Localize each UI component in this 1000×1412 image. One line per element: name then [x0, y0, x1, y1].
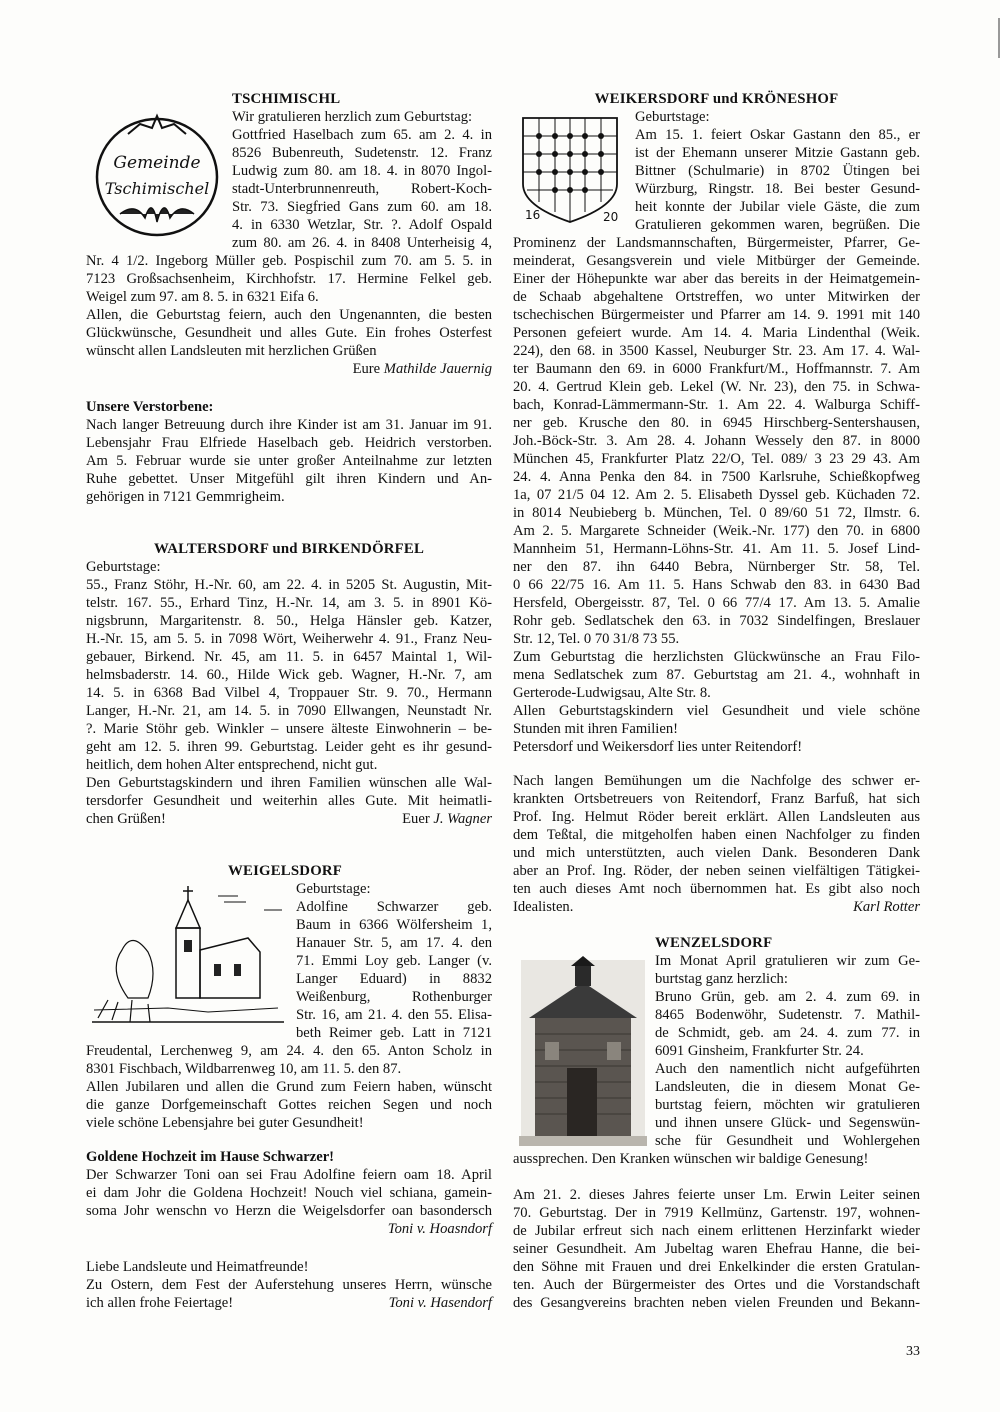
text-line: Lebensjahr Frau Elfriede Haselbach geb. Heidrich verstorben.: [86, 435, 492, 451]
text-line: 55., Franz Stöhr, H.-Nr. 60, am 22. 4. in 5205 St. Augustin, Mit-: [86, 577, 492, 593]
text-line: München 45, Frankfurter Platz 22/O, Tel. 089/ 3 23 29 43. Am: [513, 451, 920, 467]
text-line: Langer, H.-Nr. 21, am 14. 5. in 7090 Ellwangen, Neunstadt Nr.: [86, 703, 492, 719]
text-line: 8301 Fischbach, Wildbarrenweg 10, am 11. 5. den 87.: [86, 1061, 402, 1077]
text-line: Joh.-Böck-Str. 3. Am 28. 4. Johann Wessely den 87. in 8000: [513, 433, 920, 449]
text-line: geht am 12. 5. ihren 99. Geburtstag. Leider geht es ihr gesund-: [86, 739, 492, 755]
text-line: Zum Geburtstag die herzlichsten Glückwünsche an Frau Filo-: [513, 649, 920, 665]
text-line: Gerterode-Ludwigsau, Alte Str. 8.: [513, 685, 711, 701]
text-line: 4. in 6330 Wetzlar, Str. ?. Adolf Ospald: [232, 217, 492, 233]
text-line: Am 5. Februar wurde sie unter großer Anteilnahme zur letzten: [86, 453, 492, 469]
text-line: bach, Konrad-Lämmermann-Str. 1. Am 22. 4. Walburga Schiff-: [513, 397, 920, 413]
text-line: stadt-Unterbrunnenreuth, Robert-Koch-: [232, 181, 492, 197]
text-line: H.-Nr. 15, am 5. 5. in 7098 Wört, Weiherwehr 4. 91., Franz Neu-: [86, 631, 492, 647]
text-line: telstr. 167. 55., Erhard Tinz, H.-Nr. 14, am 3. 5. in 8901 Kö-: [86, 595, 492, 611]
text-line: Geburtstage:: [296, 881, 371, 897]
svg-text:Gemeinde: Gemeinde: [113, 153, 201, 173]
text-line: aussprechen. Den Kranken wünschen wir baldige Genesung!: [513, 1151, 869, 1167]
text-line: Am 15. 1. feiert Oskar Gastann den 85., er: [635, 127, 920, 143]
text-line: ten auch dieses Amt noch übernommen hat. Es gibt also noch: [513, 881, 920, 897]
text-line: 224), den 68. in 3500 Kassel, Neuburger Str. 23. Am 17. 4. Wal-: [513, 343, 920, 359]
hochzeit-heading: Goldene Hochzeit im Hause Schwarzer!: [86, 1149, 335, 1165]
text-line: des Gesangvereins brachten neben vielen Freunden und Bekann-: [513, 1295, 920, 1311]
text-line: Würzburg, Ringstr. 18. Bei bester Gesund-: [635, 181, 920, 197]
text-line: 1a, 07 21/5 04 12. Am 2. 5. Elisabeth Dyssel geb. Küchaden 72.: [513, 487, 920, 503]
text-line: und ihnen unsere Glück- und Segenswün-: [655, 1115, 920, 1131]
text-line: de Schmidt, geb. am 24. 4. zum 77. in: [655, 1025, 920, 1041]
text-line: sche für Gesundheit und Wohlergehen: [655, 1133, 920, 1149]
text-line: ?. Marie Stöhr geb. Winkler – unsere älteste Einwohnerin – be-: [86, 721, 492, 737]
text-line: Ludwig zum 80. am 18. 4. in 8070 Ingol-: [232, 163, 492, 179]
text-line: Nach langer Betreuung durch ihre Kinder ist am 31. Januar im 91.: [86, 417, 492, 433]
text-line: Liebe Landsleute und Heimatfreunde!: [86, 1259, 309, 1275]
text-line: zum 80. am 26. 4. in 8408 Unterheisig 4,: [232, 235, 492, 251]
text-line: seiner Gesundheit. Am Jubeltag waren Ehefrau Hanne, die bei-: [513, 1241, 920, 1257]
tschimischl-signature: Eure Mathilde Jauernig: [352, 361, 492, 377]
text-line: Landsleuten, die in diesem Monat Ge-: [655, 1079, 920, 1095]
text-line: Mannheim 51, Hermann-Löhns-Str. 41. Am 11. 5. Josef Lind-: [513, 541, 920, 557]
text-line: Einer der Höhepunkte war aber das bereits in der Heimatgemein-: [513, 271, 920, 287]
text-line: Str. 16, am 21. 4. den 55. Elisa-: [296, 1007, 492, 1023]
waltersdorf-closing: chen Grüßen! Euer J. Wagner: [86, 811, 492, 827]
weigelsdorf-heading: WEIGELSDORF: [228, 863, 343, 879]
text-line: gebauer, Birkend. Nr. 45, am 11. 5. in 6457 Maintal 1, Wil-: [86, 649, 492, 665]
text-line: burtstag feiern, möchten wir gratulieren: [655, 1097, 920, 1113]
tschimischl-heading: TSCHIMISCHL: [232, 91, 341, 107]
chapel-photo-icon: [519, 958, 647, 1148]
text-line: tschechischen Bürgermeister und Pfarrer am 14. 9. 1991 mit 140: [513, 307, 920, 323]
text-line: wünscht allen Landsleuten mit herzlichen Grüßen: [86, 343, 377, 359]
text-line: 71. Emmi Loy geb. Langer (v.: [296, 953, 492, 969]
text-line: nigsbrunn, Margaritenstr. 8. 50., Helga Hänsler geb. Katzer,: [86, 613, 492, 629]
text-line: Den Geburtstagskindern und ihren Familien wünschen alle Wal-: [86, 775, 492, 791]
text-line: Der Schwarzer Toni oan sei Frau Adolfine feiern oam 18. April: [86, 1167, 492, 1183]
text-line: Nach langen Bemühungen um die Nachfolge des schwer er-: [513, 773, 920, 789]
text-line: burtstag ganz herzlich:: [655, 971, 788, 987]
text-line: 20. 4. Gertrud Klein geb. Lekel (W. Nr. 23), den 75. in Schwa-: [513, 379, 920, 395]
text-line: Freudental, Lerchenweg 9, am 24. 4. den 65. Anton Scholz in: [86, 1043, 492, 1059]
text-line: 0 66 22/75 16. Am 11. 5. Hans Schwab den 83. in 6430 Bad: [513, 577, 920, 593]
text-line: Allen Geburtstagskindern viel Gesundheit und viele schöne: [513, 703, 920, 719]
text-line: Glückwünsche, Gesundheit und alles Gute. Ein frohes Osterfest: [86, 325, 492, 341]
text-line: ei dam Johr die Goldena Hochzeit! Nouch viel schiana, gamein-: [86, 1185, 492, 1201]
text-line: de Schaab abgehaltene Ortstreffen, wo unter Mitwirken der: [513, 289, 920, 305]
text-line: Geburtstage:: [86, 559, 161, 575]
text-line: soma Johr wenschn vo Herzn die Weigelsdorfer oan basondersch: [86, 1203, 492, 1219]
weikersdorf-heading: WEIKERSDORF und KRÖNESHOF: [594, 91, 839, 107]
text-line: Stunden mit ihren Familien!: [513, 721, 678, 737]
text-line: ner geb. Krusche den 80. in 6945 Hirschberg-Sentershausen,: [513, 415, 920, 431]
text-line: Str. 12, Tel. 0 70 31/8 73 55.: [513, 631, 680, 647]
text-line: heit konnte der Jubilar viele Gäste, die zum: [635, 199, 920, 215]
text-line: tersdorfer Gesundheit und weiterhin alles Gute. Mit heimatli-: [86, 793, 492, 809]
text-line: Rohr geb. Sedlatschek den 63. in 7032 Sindelfingen, Breslauer: [513, 613, 920, 629]
text-line: ter Baumann den 69. in 6000 Frankfurt/M., Hoffmannstr. 7. Am: [513, 361, 920, 377]
text-line: Wir gratulieren herzlich zum Geburtstag:: [232, 109, 473, 125]
text-line: Weißenburg, Rothenburger: [296, 989, 492, 1005]
text-line: Bittner (Schulmarie) in 8702 Ütingen bei: [635, 163, 920, 179]
text-line: Allen, die Geburtstag feiern, auch den Ungenannten, die besten: [86, 307, 492, 323]
text-line: 70. Geburtstag. Der in 7919 Kellmünz, Gartenstr. 197, wohnen-: [513, 1205, 920, 1221]
text-line: Baum in 6366 Wölfersheim 1,: [296, 917, 492, 933]
text-line: gehörigen in 7121 Gemmrigheim.: [86, 489, 285, 505]
text-line: Ruhe gebettet. Unser Mitgefühl gilt ihren Kindern und An-: [86, 471, 492, 487]
text-line: Gottfried Haselbach zum 65. am 2. 4. in: [232, 127, 492, 143]
ostern-closing: ich allen frohe Feiertage! Toni v. Hasendorf: [86, 1295, 492, 1311]
text-line: Allen Jubilaren und allen die Grund zum Feiern haben, wünscht: [86, 1079, 492, 1095]
verstorbene-heading: Unsere Verstorbene:: [86, 399, 214, 415]
text-line: Zu Ostern, dem Fest der Auferstehung unseres Herrn, wünsche: [86, 1277, 492, 1293]
gemeinde-emblem-icon: [90, 110, 224, 244]
text-line: ist der Ehemann unserer Mitzie Gastann geb.: [635, 145, 920, 161]
text-line: Prof. Ing. Helmut Röder bereit erklärt. Allen Landsleuten aus: [513, 809, 920, 825]
text-line: 7123 Großsachsenheim, Kirchhofstr. 17. Hermine Felkel geb.: [86, 271, 492, 287]
text-line: dem Teßtal, die mitgeholfen haben einen Nachfolger zu finden: [513, 827, 920, 843]
text-line: ner den 87. ihn 6440 Bebra, Nürnberger Str. 58, Tel.: [513, 559, 920, 575]
text-line: die ganze Dorfgemeinschaft Gottes reichen Segen und noch: [86, 1097, 492, 1113]
text-line: und mich unterstützten, auch vielen Dank. Besonderen Dank: [513, 845, 920, 861]
text-line: Weigel zum 97. am 8. 5. in 6321 Eifa 6.: [86, 289, 319, 305]
text-line: Nr. 4 1/2. Ingeborg Müller geb. Pospischil zum 70. am 5. 5. in: [86, 253, 492, 269]
crest-label-left: 16: [525, 208, 541, 222]
text-line: meinderat, Gesangsverein und viele Mitbürger der Gemeinde.: [513, 253, 920, 269]
text-line: ten. Auch der Bürgermeister des Ortes und die Vorstandschaft: [513, 1277, 920, 1293]
text-line: 14. 5. in 6368 Bad Vilbel 4, Troppauer Str. 9. 70., Hermann: [86, 685, 492, 701]
wenzelsdorf-heading: WENZELSDORF: [655, 935, 773, 951]
text-line: Geburtstage:: [635, 109, 710, 125]
text-line: Gratulieren gekommen waren, begrüßen. Die: [635, 217, 920, 233]
text-line: krankten Ortsbetreuers von Reitendorf, Franz Barfuß, hat sich: [513, 791, 920, 807]
svg-text:Tschimischel: Tschimischel: [104, 179, 210, 198]
text-line: aber an Prof. Ing. Röder, der neben seinen vielfältigen Tätigkei-: [513, 863, 920, 879]
text-line: den Söhne mit Frauen und drei Enkelkinder die ersten Gratulan-: [513, 1259, 920, 1275]
waltersdorf-heading: WALTERSDORF und BIRKENDÖRFEL: [153, 541, 425, 557]
text-line: Im Monat April gratulieren wir zum Ge-: [655, 953, 920, 969]
text-line: Str. 73. Siegfried Gans zum 60. am 18.: [232, 199, 492, 215]
text-line: viele schöne Lebensjahre bei guter Gesundheit!: [86, 1115, 364, 1131]
text-line: Hersfeld, Obergeisstr. 87, Tel. 0 66 77/4 17. Am 13. 5. Amalie: [513, 595, 920, 611]
hochzeit-signature: Toni v. Hoasndorf: [387, 1221, 492, 1237]
text-line: Am 2. 5. Margarete Schneider (Weik.-Nr. 177) den 70. in 6800: [513, 523, 920, 539]
text-line: Am 21. 2. dieses Jahres feierte unser Lm. Erwin Leiter seinen: [513, 1187, 920, 1203]
page-number: 33: [906, 1344, 920, 1359]
crest-label-right: 20: [603, 210, 619, 224]
text-line: in 8014 Neubieberg b. München, Tel. 0 89/60 51 72, Ilmstr. 6.: [513, 505, 920, 521]
text-line: Bruno Grün, geb. am 2. 4. zum 69. in: [655, 989, 920, 1005]
text-line: Adolfine Schwarzer geb.: [296, 899, 492, 915]
text-line: 6091 Ginsheim, Frankfurter Str. 24.: [655, 1043, 864, 1059]
text-line: Personen gefeiert wurde. Am 14. 4. Maria Lindenthal (Weik.: [513, 325, 920, 341]
text-line: 8526 Bubenreuth, Sudetenstr. 12. Franz: [232, 145, 492, 161]
text-line: Prominenz der Landsmannschaften, Bürgermeister, Pfarrer, Ge-: [513, 235, 920, 251]
village-church-drawing-icon: [88, 880, 288, 1032]
text-line: de Jubilar erfreut sich nach einem erlittenen Herzinfarkt wieder: [513, 1223, 920, 1239]
text-line: Langer Eduard) in 8832: [296, 971, 492, 987]
text-line: beth Reimer geb. Latt in 7121: [296, 1025, 492, 1041]
text-line: heitlich, dem hohen Alter entsprechend, nicht gut.: [86, 757, 378, 773]
text-line: Hanauer Str. 5, am 17. 4. den: [296, 935, 492, 951]
text-line: helmsbaderstr. 14. 60., Hilde Wick geb. Wagner, H.-Nr. 7, am: [86, 667, 492, 683]
text-line: Auch den namentlich nicht aufgeführten: [655, 1061, 920, 1077]
text-line: Petersdorf und Weikersdorf lies unter Reitendorf!: [513, 739, 803, 755]
text-line: 8465 Bodenwöhr, Sudetenstr. 7. Mathil-: [655, 1007, 920, 1023]
text-line: mena Sedlatschek zum 87. Geburtstag am 21. 4., wohnhaft in: [513, 667, 920, 683]
text-line: 24. 4. Anna Penka den 84. in 7500 Karlsruhe, Schießkopfweg: [513, 469, 920, 485]
reitendorf-closing: Idealisten. Karl Rotter: [513, 899, 920, 915]
